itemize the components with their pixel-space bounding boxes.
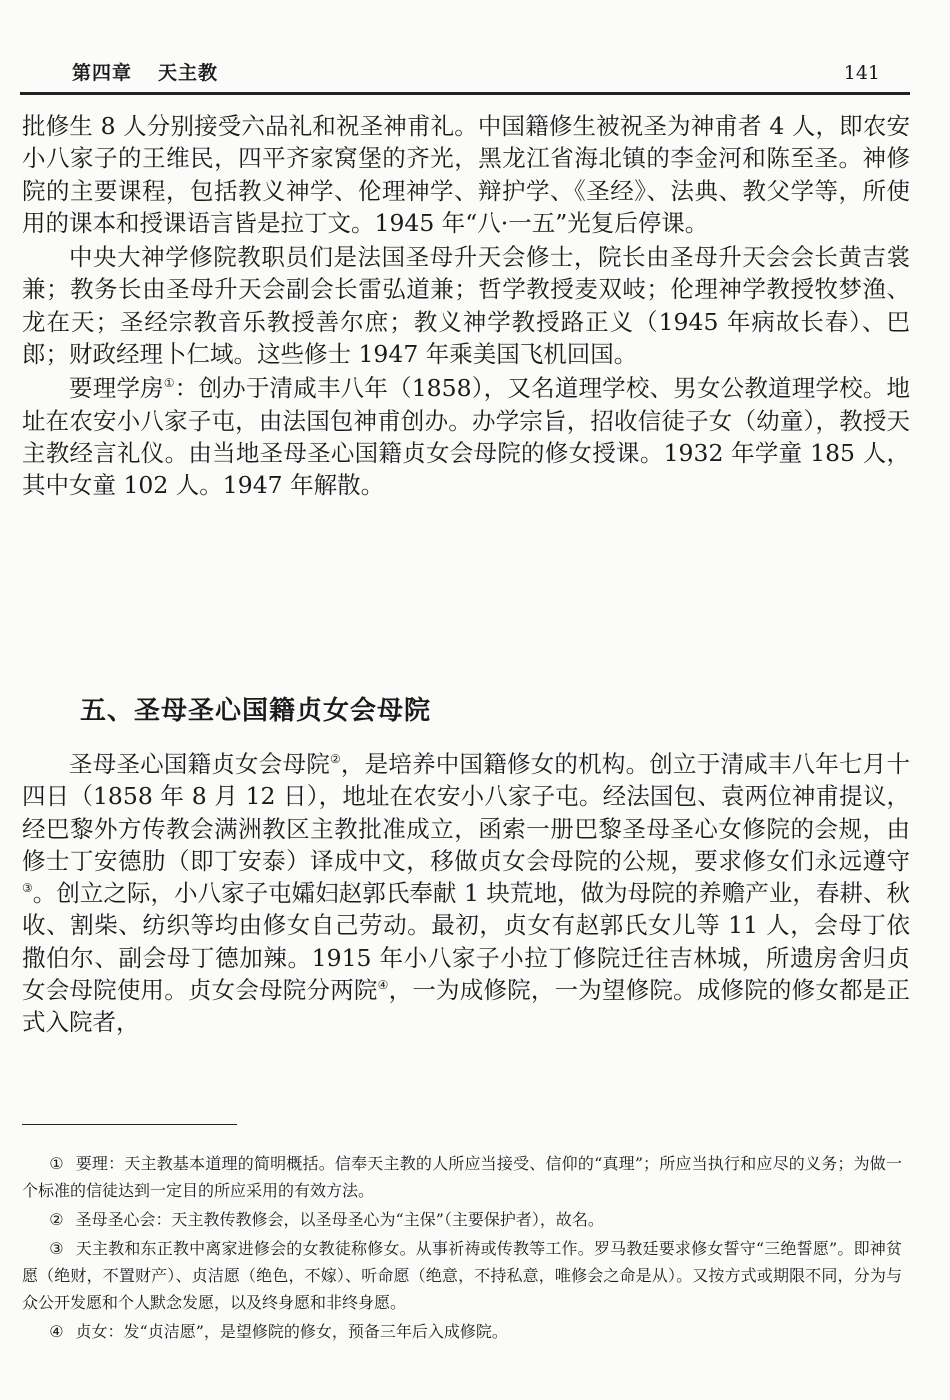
chapter-number: 第四章 xyxy=(72,62,133,84)
footnote-ref-4: ④ xyxy=(377,978,389,993)
convent-text-2: 。创立之际，小八家子屯孀妇赵郭氏奉献 1 块荒地，做为母院的养赡产业，春耕、秋收、割柴、纺织等均由修女自己劳动。最初，贞女有赵郭氏女儿等 11 人，会母丁依撒伯尔、副会母丁德加辣。1915 年小八家子小拉丁修院迁往吉林城，所遗房舍归贞女会母院使用。贞女会母院分两院 xyxy=(22,879,910,1005)
footnote xyxy=(22,1206,902,1233)
page-number: 141 xyxy=(843,62,880,84)
header-rule xyxy=(20,92,910,95)
paragraph-convent xyxy=(22,748,910,1039)
catechism-school-text: ：创办于清咸丰八年（1858），又名道理学校、男女公教道理学校。地址在农安小八家子屯，由法国包神甫创办。办学宗旨，招收信徒子女（幼童），教授天主教经言礼仪。由当地圣母圣心国籍贞女会母院的修女授课。1932 年学童 185 人，其中女童 102 人。1947 年解散。 xyxy=(22,374,911,500)
footnote-mark: ② xyxy=(49,1210,64,1229)
section-heading: 五、圣母圣心国籍贞女会母院 xyxy=(80,696,432,726)
footnote-text: 天主教和东正教中离家进修会的女教徒称修女。从事祈祷或传教等工作。罗马教廷要求修女誓守“三绝誓愿”。即神贫愿（绝财，不置财产）、贞洁愿（绝色，不嫁）、听命愿（绝意，不持私意，唯修会之命是从）。又按方式或期限不同，分为与众公开发愿和个人默念发愿，以及终身愿和非终身愿。 xyxy=(22,1239,902,1312)
convent-text-1: ，是培养中国籍修女的机构。创立于清咸丰八年七月十四日（1858 年 8 月 12 日），地址在农安小八家子屯。经法国包、袁两位神甫提议，经巴黎外方传教会满洲教区主教批准成立，函索一册巴黎圣母圣心女修院的会规，由修士丁安德肋（即丁安泰）译成中文，移做贞女会母院的公规，要求修女们永远遵守 xyxy=(22,750,911,875)
footnote xyxy=(22,1150,902,1204)
footnote-mark: ④ xyxy=(49,1322,64,1341)
running-head xyxy=(72,58,218,85)
paragraph-catechism-school xyxy=(22,372,910,501)
section-body xyxy=(22,748,910,1039)
footnote-mark: ① xyxy=(49,1154,64,1173)
paragraph-faculty: 中央大神学修院教职员们是法国圣母升天会修士，院长由圣母升天会会长黄吉裳兼；教务长由圣母升天会副会长雷弘道兼；哲学教授麦双岐；伦理神学教授牧梦渔、龙在天；圣经宗教音乐教授善尔庶；教义神学教授路正义（1945 年病故长春）、巴郎；财政经理卜仁域。这些修士 1947 年乘美国飞机回国。 xyxy=(22,243,910,369)
footnote-text: 贞女：发“贞洁愿”，是望修院的修女，预备三年后入成修院。 xyxy=(75,1322,508,1341)
footnote-text: 圣母圣心会：天主教传教修会，以圣母圣心为“主保”（主要保护者），故名。 xyxy=(75,1210,604,1229)
body-text xyxy=(22,110,910,502)
catechism-school-lead: 要理学房 xyxy=(69,374,164,403)
chapter-title: 天主教 xyxy=(158,62,219,84)
footnote-text: 要理：天主教基本道理的简明概括。信奉天主教的人所应当接受、信仰的“真理”；所应当执行和应尽的义务；为做一个标准的信徒达到一定目的所应采用的有效方法。 xyxy=(22,1154,902,1200)
footnote-ref-3: ③ xyxy=(22,881,33,896)
convent-name: 圣母圣心国籍贞女会母院 xyxy=(69,750,330,778)
footnote-ref-2: ② xyxy=(329,752,341,767)
paragraph-continued: 批修生 8 人分别接受六品礼和祝圣神甫礼。中国籍修生被祝圣为神甫者 4 人，即农安小八家子的王维民，四平齐家窝堡的齐光，黑龙江省海北镇的李金河和陈至圣。神修院的主要课程，包括教义神学、伦理神学、辩护学、《圣经》、法典、教父学等，所使用的课本和授课语言皆是拉丁文。1945 年“八·一五”光复后停课。 xyxy=(22,112,910,237)
footnotes xyxy=(22,1150,902,1347)
footnote-divider xyxy=(22,1124,237,1125)
footnote xyxy=(22,1235,902,1316)
page-header xyxy=(20,52,910,92)
convent-text-3: ，一为成修院，一为望修院。成修院的修女都是正式入院者， xyxy=(22,976,910,1037)
footnote-ref-1: ① xyxy=(163,376,175,391)
footnote xyxy=(22,1318,902,1345)
footnote-mark: ③ xyxy=(49,1239,64,1258)
